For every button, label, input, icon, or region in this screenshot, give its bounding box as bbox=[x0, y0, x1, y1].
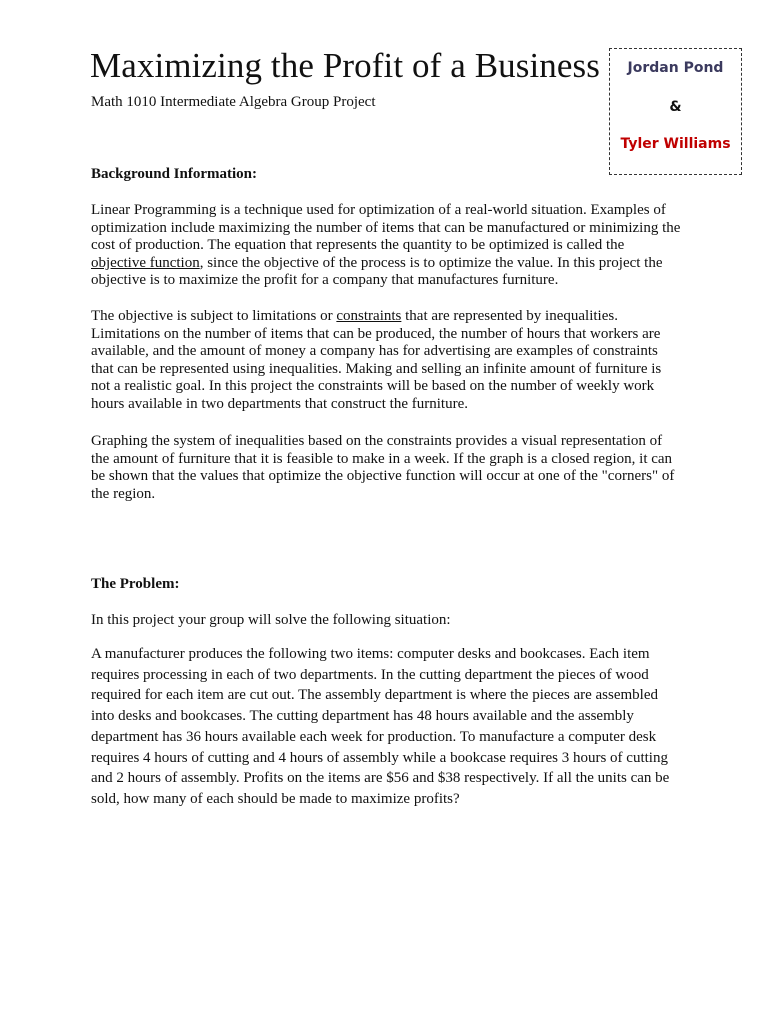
background-paragraph-3: Graphing the system of inequalities based on the constraints provides a visual representation of the amount of furniture that it is feasible to make in a week. If the graph is a closed region, it can be shown that the values that optimize the objective function will occur at one of the "corners" of the region. bbox=[91, 433, 675, 502]
author-name-2: Tyler Williams bbox=[620, 136, 731, 152]
authors-box bbox=[609, 48, 742, 175]
page-title: Maximizing the Profit of a Business bbox=[90, 46, 600, 85]
problem-intro: In this project your group will solve the following situation: bbox=[91, 612, 451, 628]
paragraph-text: , since the objective of the process is to optimize the value. In this project the objective is to maximize the profit for a company that manufactures furniture. bbox=[91, 254, 663, 289]
background-paragraph-1 bbox=[91, 202, 681, 290]
author-separator: & bbox=[669, 99, 682, 115]
course-subtitle: Math 1010 Intermediate Algebra Group Project bbox=[91, 94, 376, 110]
constraints-term: constraints bbox=[336, 308, 402, 324]
paragraph-text: The objective is subject to limitations or bbox=[91, 308, 337, 324]
background-heading: Background Information: bbox=[91, 166, 257, 182]
problem-heading: The Problem: bbox=[91, 576, 180, 592]
paragraph-text: Linear Programming is a technique used for optimization of a real-world situation. Examples of optimization include maximizing the number of items that can be manufactured or minimizing the cost of production. The equation that represents the quantity to be optimized is called the bbox=[91, 202, 681, 254]
problem-statement: A manufacturer produces the following two items: computer desks and bookcases. Each item requires processing in each of two departments. In the cutting department the pieces of wood required for each item are cut out. The assembly department is where the pieces are assembled into desks and bookcases. The cutting department has 48 hours available and the assembly department has 36 hours available each week for production. To manufacture a computer desk requires 4 hours of cutting and 4 hours of assembly while a bookcase requires 3 hours of cutting and 2 hours of assembly. Profits on the items are $56 and $38 respectively. If all the units can be sold, how many of each should be made to maximize profits? bbox=[91, 646, 670, 807]
author-name-1: Jordan Pond bbox=[627, 60, 724, 76]
objective-function-term: objective function bbox=[91, 254, 200, 271]
background-paragraph-2 bbox=[91, 308, 681, 414]
paragraph-text: that are represented by inequalities. Limitations on the number of items that can be produced, the number of hours that workers are available, and the amount of money a company has for advertising are examples of constraints that can be represented using inequalities. Making and selling an infinite amount of furniture is not a realistic goal. In this project the constraints will be based on the number of weekly work hours available in two departments that construct the furniture. bbox=[91, 308, 662, 412]
